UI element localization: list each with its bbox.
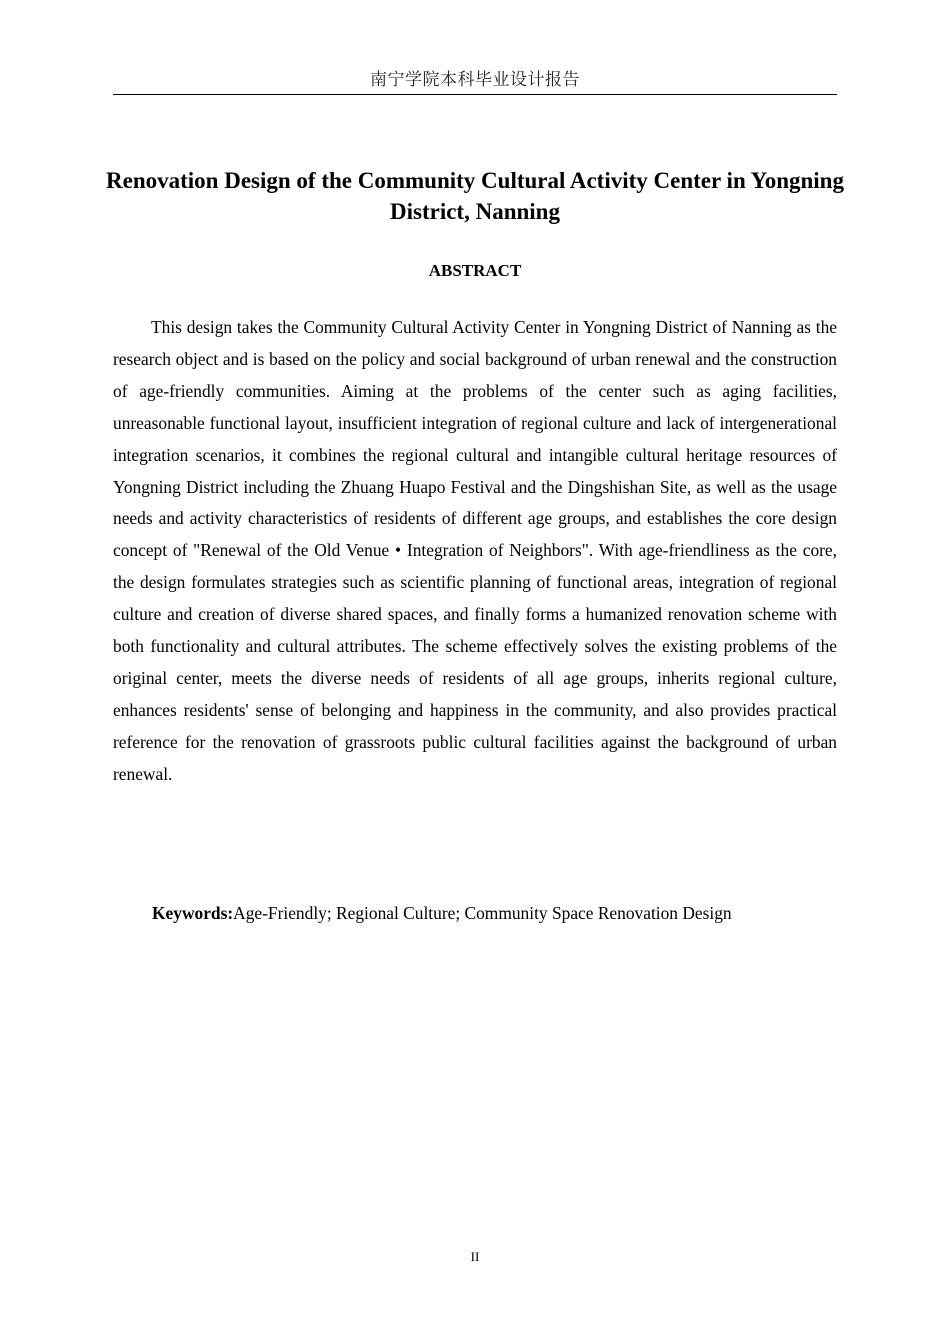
keywords-label: Keywords: (152, 903, 234, 923)
keywords-text: Age-Friendly; Regional Culture; Community Space Renovation Design (233, 903, 732, 923)
abstract-body: This design takes the Community Cultural Activity Center in Yongning District of Nanning as the research object and is based on the policy and social background of urban renewal and the construction of age-friendly communities. Aiming at the problems of the center such as aging facilities, unreasonable functional layout, insufficient integration of regional culture and lack of intergenerational integration scenarios, it combines the regional cultural and intangible cultural heritage resources of Yongning District including the Zhuang Huapo Festival and the Dingshishan Site, as well as the usage needs and activity characteristics of residents of different age groups, and establishes the core design concept of "Renewal of the Old Venue • Integration of Neighbors". With age-friendliness as the core, the design formulates strategies such as scientific planning of functional areas, integration of regional culture and creation of diverse shared spaces, and finally forms a humanized renovation scheme with both functionality and cultural attributes. The scheme effectively solves the existing problems of the original center, meets the diverse needs of residents of all age groups, inherits regional culture, enhances residents' sense of belonging and happiness in the community, and also provides practical reference for the renovation of grassroots public cultural facilities against the background of urban renewal. (113, 317, 837, 784)
running-header: 南宁学院本科毕业设计报告 (370, 70, 580, 90)
thesis-title: Renovation Design of the Community Cultural Activity Center in Yongning District, Nanning (106, 168, 844, 224)
header-divider (113, 94, 837, 95)
abstract-heading: ABSTRACT (428, 261, 522, 280)
page-number: II (470, 1249, 480, 1264)
keywords-line (152, 900, 837, 926)
